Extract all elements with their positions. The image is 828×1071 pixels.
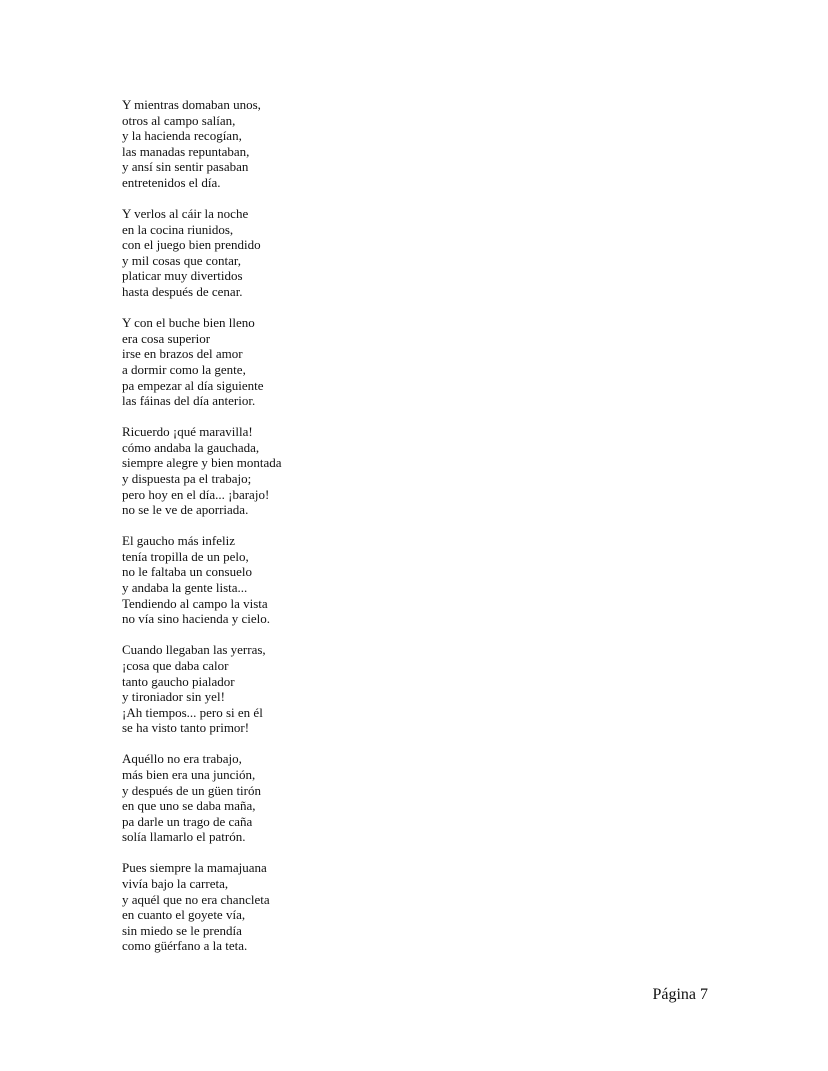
verse-line: en cuanto el goyete vía, <box>122 907 246 923</box>
verse-line: las fáinas del día anterior. <box>122 393 256 409</box>
verse-line: y mil cosas que contar, <box>122 252 241 268</box>
verse-line: pa empezar al día siguiente <box>122 377 264 393</box>
verse-line: era cosa superior <box>122 330 211 346</box>
stanza <box>122 424 522 518</box>
stanza <box>122 751 522 845</box>
verse-line: y dispuesta pa el trabajo; <box>122 470 252 486</box>
verse-line: siempre alegre y bien montada <box>122 455 282 471</box>
verse-line: en que uno se daba maña, <box>122 798 256 814</box>
verse-line: y aquél que no era chancleta <box>122 891 270 907</box>
verse-line: tenía tropilla de un pelo, <box>122 548 249 564</box>
verse-line: pa darle un trago de caña <box>122 813 253 829</box>
verse-line: irse en brazos del amor <box>122 346 243 362</box>
verse-line: no vía sino hacienda y cielo. <box>122 611 271 627</box>
verse-line: y andaba la gente lista... <box>122 580 248 596</box>
verse-line: ¡Ah tiempos... pero si en él <box>122 704 263 720</box>
verse-line: y ansí sin sentir pasaban <box>122 159 249 175</box>
verse-line: Ricuerdo ¡qué maravilla! <box>122 424 253 440</box>
verse-line: Pues siempre la mamajuana <box>122 860 267 876</box>
verse-line: en la cocina riunidos, <box>122 221 234 237</box>
verse-line: hasta después de cenar. <box>122 284 243 300</box>
verse-line: platicar muy divertidos <box>122 268 243 284</box>
verse-line: El gaucho más infeliz <box>122 533 235 549</box>
verse-line: se ha visto tanto primor! <box>122 720 250 736</box>
stanza <box>122 97 522 191</box>
verse-line: pero hoy en el día... ¡barajo! <box>122 486 270 502</box>
stanza <box>122 533 522 627</box>
stanza <box>122 860 522 954</box>
verse-line: y después de un güen tirón <box>122 782 262 798</box>
verse-line: vivía bajo la carreta, <box>122 876 229 892</box>
verse-line: Tendiendo al campo la vista <box>122 595 268 611</box>
stanza <box>122 315 522 409</box>
verse-line: entretenidos el día. <box>122 174 221 190</box>
verse-line: no se le ve de aporriada. <box>122 502 249 518</box>
verse-line: Y con el buche bien lleno <box>122 315 255 331</box>
verse-line: tanto gaucho pialador <box>122 673 235 689</box>
verse-line: sin miedo se le prendía <box>122 922 242 938</box>
verse-line: como güérfano a la teta. <box>122 938 248 954</box>
verse-line: y la hacienda recogían, <box>122 128 242 144</box>
verse-line: Y verlos al cáir la noche <box>122 206 249 222</box>
stanza <box>122 206 522 300</box>
verse-line: a dormir como la gente, <box>122 361 246 377</box>
verse-line: otros al campo salían, <box>122 112 236 128</box>
verse-line: Cuando llegaban las yerras, <box>122 642 266 658</box>
poem-body <box>122 97 522 970</box>
page-number: Página 7 <box>652 986 708 1003</box>
verse-line: y tironiador sin yel! <box>122 689 225 705</box>
verse-line: más bien era una junción, <box>122 766 256 782</box>
verse-line: solía llamarlo el patrón. <box>122 829 246 845</box>
verse-line: no le faltaba un consuelo <box>122 564 252 580</box>
stanza <box>122 642 522 736</box>
verse-line: Aquéllo no era trabajo, <box>122 751 242 767</box>
verse-line: ¡cosa que daba calor <box>122 657 229 673</box>
verse-line: con el juego bien prendido <box>122 237 261 253</box>
verse-line: las manadas repuntaban, <box>122 143 250 159</box>
verse-line: cómo andaba la gauchada, <box>122 439 260 455</box>
verse-line: Y mientras domaban unos, <box>122 97 261 112</box>
